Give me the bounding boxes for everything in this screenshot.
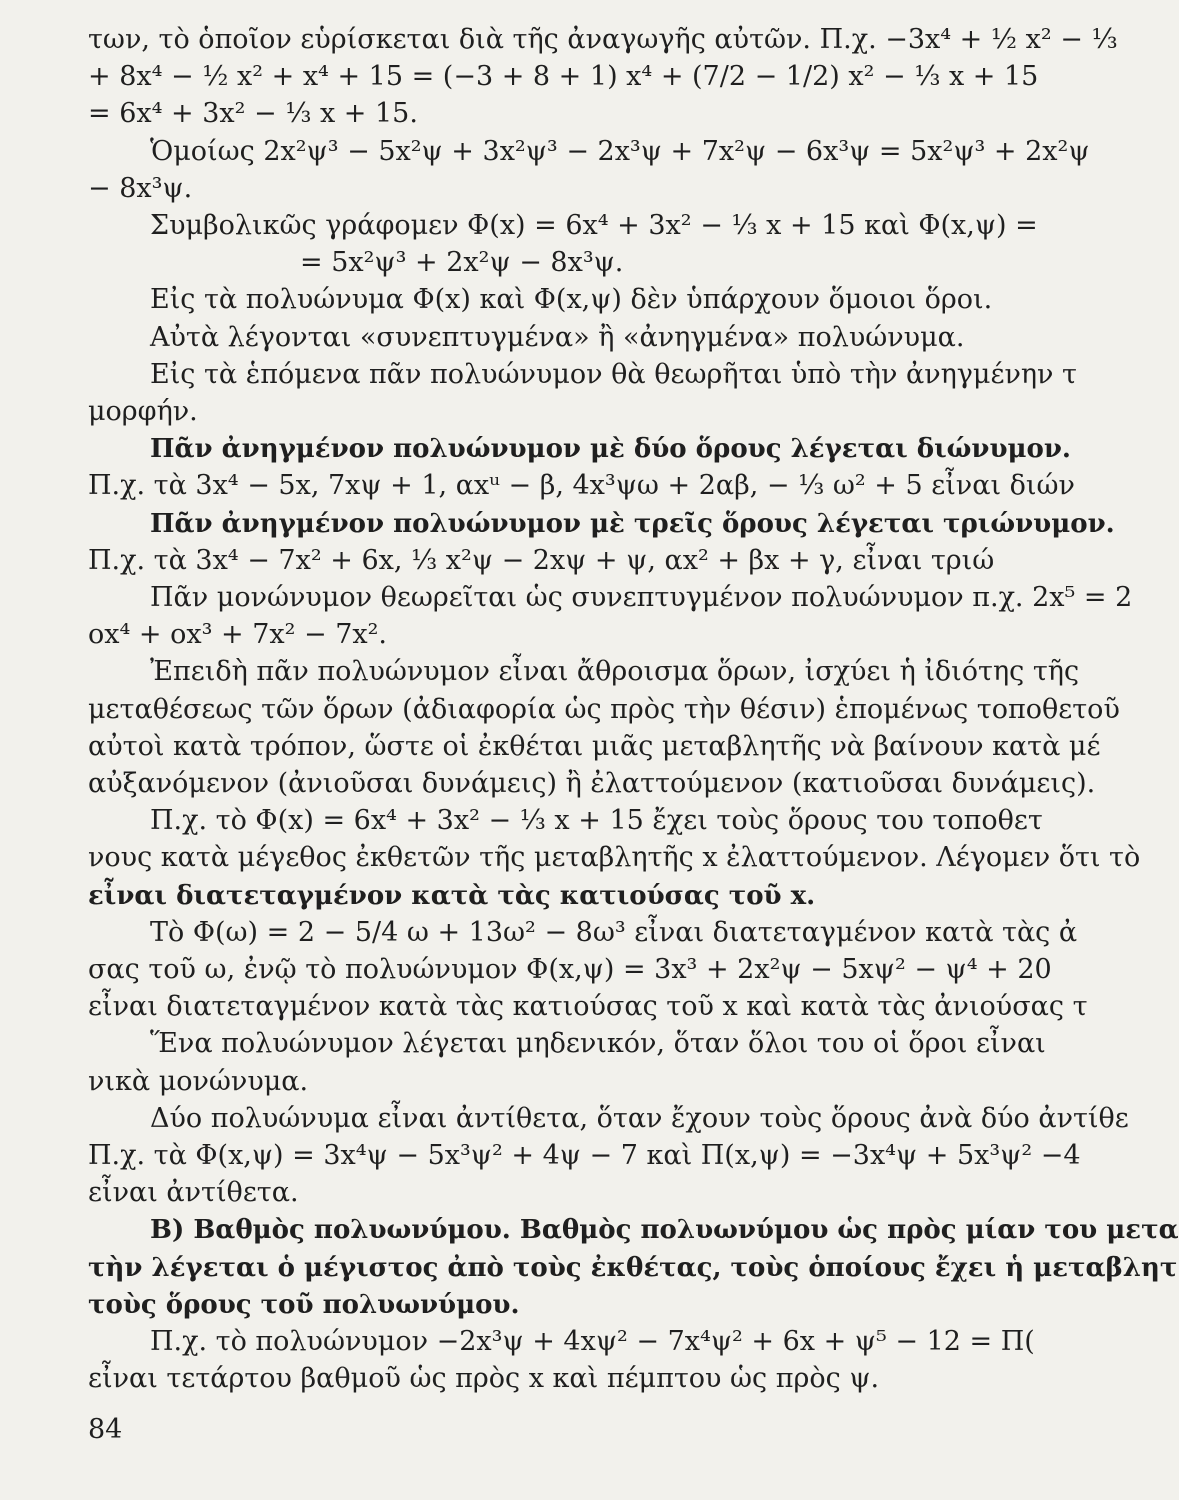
text-line: Πᾶν μονώνυμον θεωρεῖται ὡς συνεπτυγμένον πολυώνυμον π.χ. 2x⁵ = 2 (150, 582, 1133, 613)
text-line: μορφήν. (88, 396, 198, 427)
text-line: Ἐπειδὴ πᾶν πολυώνυμον εἶναι ἄθροισμα ὅρων, ἰσχύει ἡ ἰδιότης τῆς (150, 656, 1080, 687)
text-line: Π.χ. τὸ Φ(x) = 6x⁴ + 3x² − ⅓ x + 15 ἔχει τοὺς ὅρους του τοποθετ (150, 805, 1043, 836)
text-line: Τὸ Φ(ω) = 2 − 5/4 ω + 13ω² − 8ω³ εἶναι διατεταγμένον κατὰ τὰς ἀ (150, 917, 1078, 948)
text-line: = 5x²ψ³ + 2x²ψ − 8x³ψ. (300, 247, 624, 278)
text-line: Συμβολικῶς γράφομεν Φ(x) = 6x⁴ + 3x² − ⅓ x + 15 καὶ Φ(x,ψ) = (150, 210, 1038, 241)
text-line: Αὐτὰ λέγονται «συνεπτυγμένα» ἢ «ἀνηγμένα» πολυώνυμα. (150, 322, 965, 353)
text-line: οx⁴ + οx³ + 7x² − 7x². (88, 619, 388, 650)
section-heading-degree: Β) Βαθμὸς πολυωνύμου. Βαθμὸς πολυωνύμου ὡς πρὸς μίαν του μετα (150, 1215, 1179, 1245)
text-line: Π.χ. τὰ 3x⁴ − 7x² + 6x, ⅓ x²ψ − 2xψ + ψ, αx² + βx + γ, εἶναι τριώ (88, 545, 995, 576)
text-line: Δύο πολυώνυμα εἶναι ἀντίθετα, ὅταν ἔχουν τοὺς ὅρους ἀνὰ δύο ἀντίθε (150, 1103, 1129, 1134)
text-line: σας τοῦ ω, ἐνῷ τὸ πολυώνυμον Φ(x,ψ) = 3x³ + 2x²ψ − 5xψ² − ψ⁴ + 20 (88, 954, 1052, 985)
text-line: νικὰ μονώνυμα. (88, 1066, 309, 1097)
text-line: των, τὸ ὁποῖον εὑρίσκεται διὰ τῆς ἀναγωγῆς αὐτῶν. Π.χ. −3x⁴ + ½ x² − ⅓ (88, 24, 1118, 55)
text-line: τὴν λέγεται ὁ μέγιστος ἀπὸ τοὺς ἐκθέτας, τοὺς ὁποίους ἔχει ἡ μεταβλητ (88, 1253, 1178, 1283)
text-line: Ἕνα πολυώνυμον λέγεται μηδενικόν, ὅταν ὅλοι του οἱ ὅροι εἶναι (150, 1028, 1046, 1059)
text-line: μεταθέσεως τῶν ὅρων (ἀδιαφορία ὡς πρὸς τὴν θέσιν) ἑπομένως τοποθετοῦ (88, 694, 1120, 725)
definition-heading-binomial: Πᾶν ἀνηγμένον πολυώνυμον μὲ δύο ὅρους λέγεται διώνυμον. (150, 434, 1071, 464)
text-line: τοὺς ὅρους τοῦ πολυωνύμου. (88, 1290, 520, 1320)
text-line: εἶναι διατεταγμένον κατὰ τὰς κατιούσας τοῦ x καὶ κατὰ τὰς ἀνιούσας τ (88, 991, 1088, 1022)
text-line: αὐτοὶ κατὰ τρόπον, ὥστε οἱ ἐκθέται μιᾶς μεταβλητῆς νὰ βαίνουν κατὰ μέ (88, 731, 1101, 762)
text-line: Εἰς τὰ ἑπόμενα πᾶν πολυώνυμον θὰ θεωρῆται ὑπὸ τὴν ἀνηγμένην τ (150, 359, 1077, 390)
page-number: 84 (88, 1414, 123, 1445)
text-line: αὐξανόμενον (ἀνιοῦσαι δυνάμεις) ἢ ἐλαττούμενον (κατιοῦσαι δυνάμεις). (88, 768, 1096, 799)
text-line: Εἰς τὰ πολυώνυμα Φ(x) καὶ Φ(x,ψ) δὲν ὑπάρχουν ὅμοιοι ὅροι. (150, 284, 993, 315)
text-line: εἶναι διατεταγμένον κατὰ τὰς κατιούσας τοῦ x. (88, 881, 816, 911)
text-line: Π.χ. τὸ πολυώνυμον −2x³ψ + 4xψ² − 7x⁴ψ² + 6x + ψ⁵ − 12 = Π( (150, 1326, 1035, 1357)
text-line: + 8x⁴ − ½ x² + x⁴ + 15 = (−3 + 8 + 1) x⁴ + (7/2 − 1/2) x² − ⅓ x + 15 (88, 61, 1039, 92)
text-line: νους κατὰ μέγεθος ἐκθετῶν τῆς μεταβλητῆς x ἐλαττούμενον. Λέγομεν ὅτι τὸ (88, 842, 1141, 873)
text-line: − 8x³ψ. (88, 173, 193, 204)
text-line: Ὁμοίως 2x²ψ³ − 5x²ψ + 3x²ψ³ − 2x³ψ + 7x²ψ − 6x³ψ = 5x²ψ³ + 2x²ψ (150, 136, 1090, 167)
text-line: = 6x⁴ + 3x² − ⅓ x + 15. (88, 98, 418, 129)
definition-heading-trinomial: Πᾶν ἀνηγμένον πολυώνυμον μὲ τρεῖς ὅρους λέγεται τριώνυμον. (150, 509, 1115, 539)
text-line: εἶναι τετάρτου βαθμοῦ ὡς πρὸς x καὶ πέμπτου ὡς πρὸς ψ. (88, 1363, 880, 1394)
text-line: Π.χ. τὰ Φ(x,ψ) = 3x⁴ψ − 5x³ψ² + 4ψ − 7 καὶ Π(x,ψ) = −3x⁴ψ + 5x³ψ² −4 (88, 1140, 1081, 1171)
text-line: Π.χ. τὰ 3x⁴ − 5x, 7xψ + 1, αxᵘ − β, 4x³ψω + 2αβ, − ⅓ ω² + 5 εἶναι διών (88, 470, 1075, 501)
text-line: εἶναι ἀντίθετα. (88, 1177, 299, 1208)
